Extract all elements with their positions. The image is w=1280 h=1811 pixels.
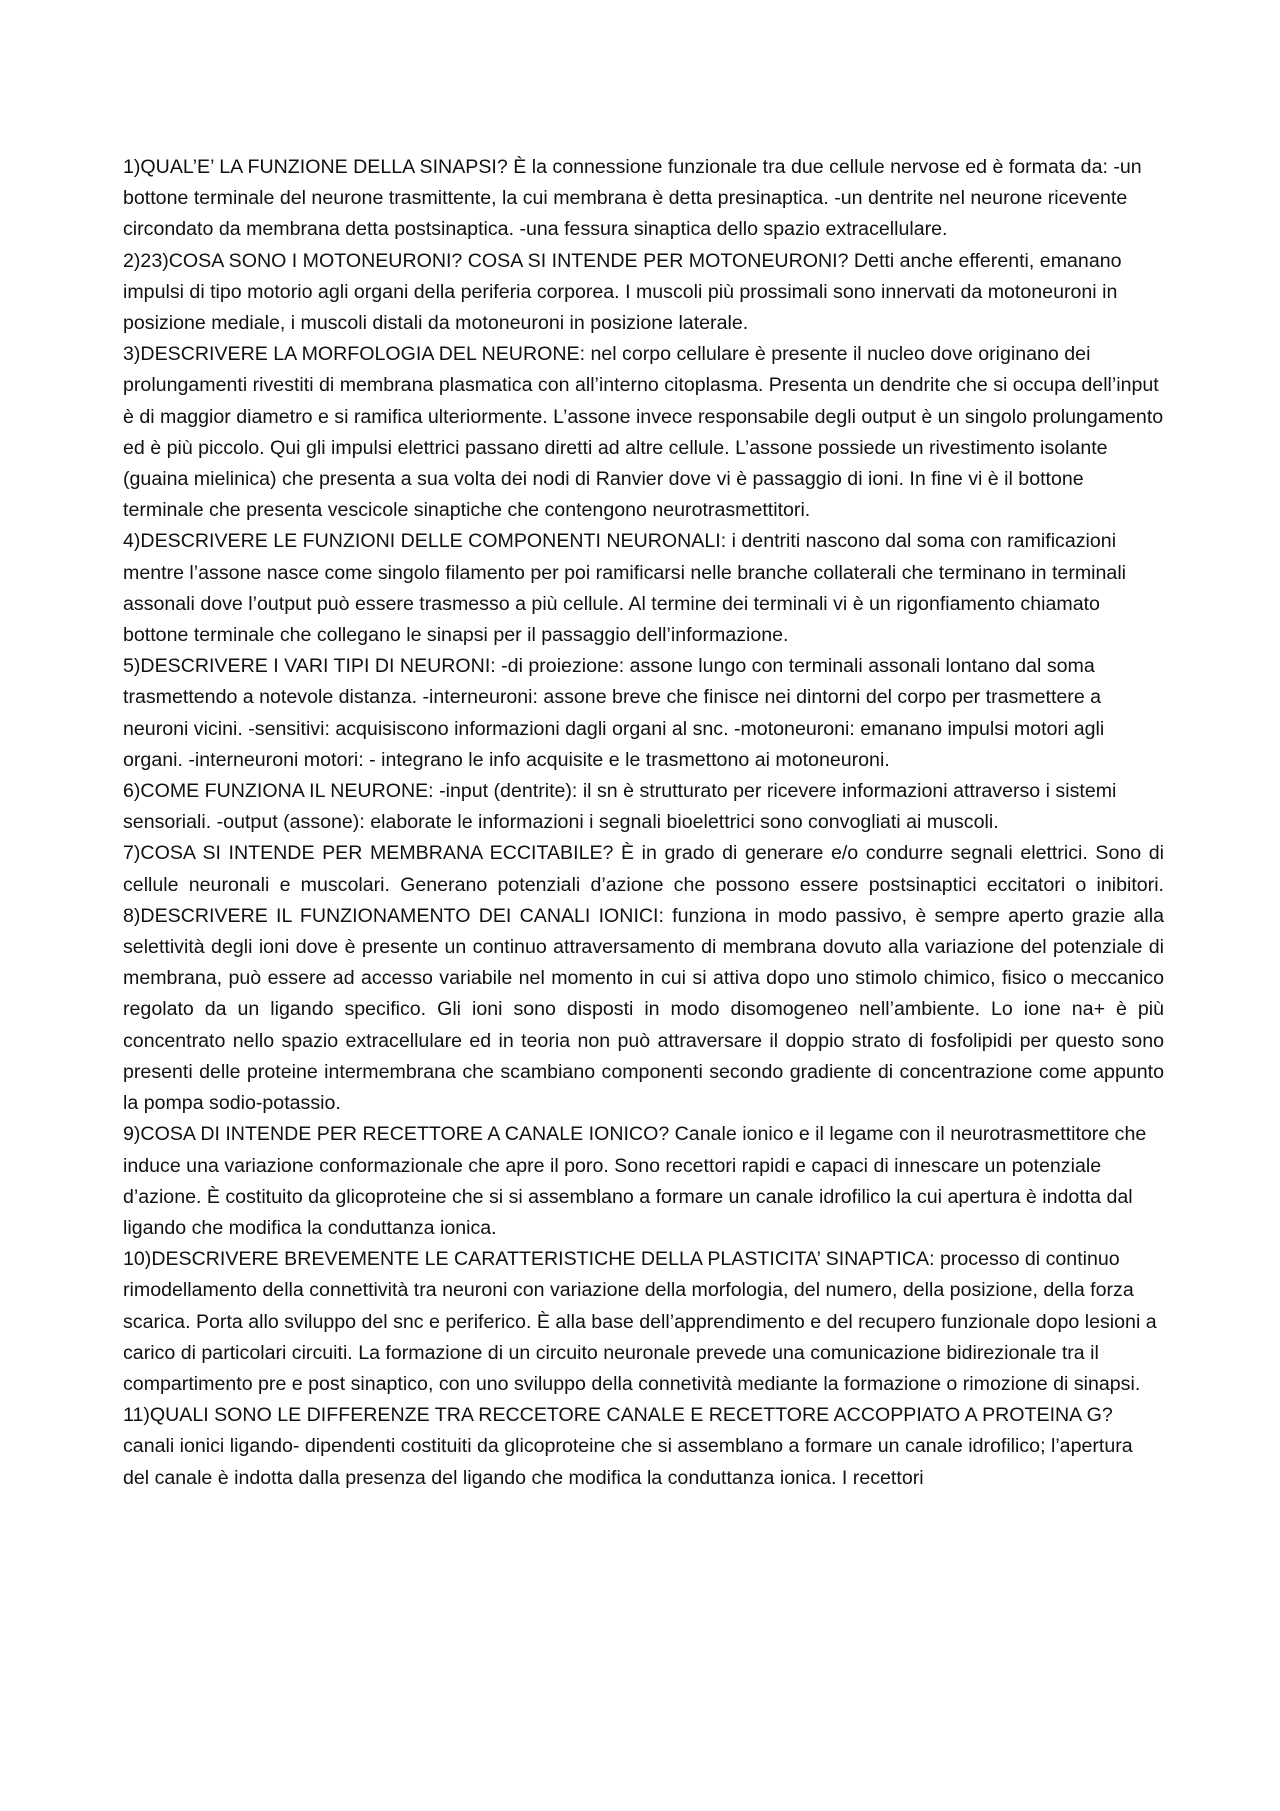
answer-paragraph-2: 2)23)COSA SONO I MOTONEURONI? COSA SI INTENDE PER MOTONEURONI? Detti anche efferenti, emanano impulsi di tipo motorio agli organi della periferia corporea. I muscoli più prossimali sono innervati da motoneuroni in posizione mediale, i muscoli distali da motoneuroni in posizione laterale. <box>123 249 1122 335</box>
answer-paragraph-3: 3)DESCRIVERE LA MORFOLOGIA DEL NEURONE: nel corpo cellulare è presente il nucleo dove originano dei prolungamenti rivestiti di membrana plasmatica con all’interno citoplasma. Presenta un dendrite che si occupa dell’input è di maggior diametro e si ramifica ulteriormente. L’assone invece responsabile degli output è un singolo prolungamento ed è più piccolo. Qui gli impulsi elettrici passano diretti ad altre cellule. L’assone possiede un rivestimento isolante (guaina mielinica) che presenta a sua volta dei nodi di Ranvier dove vi è passaggio di ioni. In fine vi è il bottone terminale che presenta vescicole sinaptiche che contengono neurotrasmettitori. <box>123 343 1164 522</box>
answer-paragraph-1: 1)QUAL’E’ LA FUNZIONE DELLA SINAPSI? È la connessione funzionale tra due cellule nervose ed è formata da: -un bottone terminale del neurone trasmittente, la cui membrana è detta presinaptica. -un dentrite nel neurone ricevente circondato da membrana detta postsinaptica. -una fessura sinaptica dello spazio extracellulare. <box>123 156 1142 241</box>
answer-paragraph-7-8: 7)COSA SI INTENDE PER MEMBRANA ECCITABILE? È in grado di generare e/o condurre segnali elettrici. Sono di cellule neuronali e muscolari. Generano potenziali d’azione che possono essere postsinaptici eccitatori o inibitori. 8)DESCRIVERE IL FUNZIONAMENTO DEI CANALI IONICI: funziona in modo passivo, è sempre aperto grazie alla selettività degli ioni dove è presente un continuo attraversamento di membrana dovuto alla variazione del potenziale di membrana, può essere ad accesso variabile nel momento in cui si attiva dopo uno stimolo chimico, fisico o meccanico regolato da un ligando specifico. Gli ioni sono disposti in modo disomogeneo nell’ambiente. Lo ione na+ è più concentrato nello spazio extracellulare ed in teoria non può attraversare il doppio strato di fosfolipidi per questo sono presenti delle proteine intermembrana che scambiano componenti secondo gradiente di concentrazione come appunto la pompa sodio-potassio. <box>123 842 1164 1115</box>
answer-paragraph-4: 4)DESCRIVERE LE FUNZIONI DELLE COMPONENTI NEURONALI: i dentriti nascono dal soma con ramificazioni mentre l’assone nasce come singolo filamento per poi ramificarsi nelle branche collaterali che terminano in terminali assonali dove l’output può essere trasmesso a più cellule. Al termine dei terminali vi è un rigonfiamento chiamato bottone terminale che collegano le sinapsi per il passaggio dell’informazione. <box>123 530 1127 647</box>
answer-paragraph-10: 10)DESCRIVERE BREVEMENTE LE CARATTERISTICHE DELLA PLASTICITA’ SINAPTICA: processo di continuo rimodellamento della connettività tra neuroni con variazione della morfologia, del numero, della posizione, della forza scarica. Porta allo sviluppo del snc e periferico. È alla base dell’apprendimento e del recupero funzionale dopo lesioni a carico di particolari circuiti. La formazione di un circuito neuronale prevede una comunicazione bidirezionale tra il compartimento pre e post sinaptico, con uno sviluppo della connetività mediante la formazione o rimozione di sinapsi. <box>123 1248 1157 1395</box>
answer-paragraph-9: 9)COSA DI INTENDE PER RECETTORE A CANALE IONICO? Canale ionico e il legame con il neurotrasmettitore che induce una variazione conformazionale che apre il poro. Sono recettori rapidi e capaci di innescare un potenziale d’azione. È costituito da glicoproteine che si si assemblano a formare un canale idrofilico la cui apertura è indotta dal ligando che modifica la conduttanza ionica. <box>123 1123 1147 1239</box>
answer-paragraph-6: 6)COME FUNZIONA IL NEURONE: -input (dentrite): il sn è strutturato per ricevere informazioni attraverso i sistemi sensoriali. -output (assone): elaborate le informazioni i segnali bioelettrici sono convogliati ai muscoli. <box>123 780 1117 834</box>
answer-paragraph-11: 11)QUALI SONO LE DIFFERENZE TRA RECCETORE CANALE E RECETTORE ACCOPPIATO A PROTEINA G? canali ionici ligando- dipendenti costituiti da glicoproteine che si assemblano a formare un canale idrofilico; l’apertura del canale è indotta dalla presenza del ligando che modifica la conduttanza ionica. I recettori <box>123 1404 1133 1489</box>
answer-paragraph-5: 5)DESCRIVERE I VARI TIPI DI NEURONI: -di proiezione: assone lungo con terminali assonali lontano dal soma trasmettendo a notevole distanza. -interneuroni: assone breve che finisce nei dintorni del corpo per trasmettere a neuroni vicini. -sensitivi: acquisiscono informazioni dagli organi al snc. -motoneuroni: emanano impulsi motori agli organi. -interneuroni motori: - integrano le info acquisite e le trasmettono ai motoneuroni. <box>123 655 1105 771</box>
document-body <box>123 152 1164 1494</box>
